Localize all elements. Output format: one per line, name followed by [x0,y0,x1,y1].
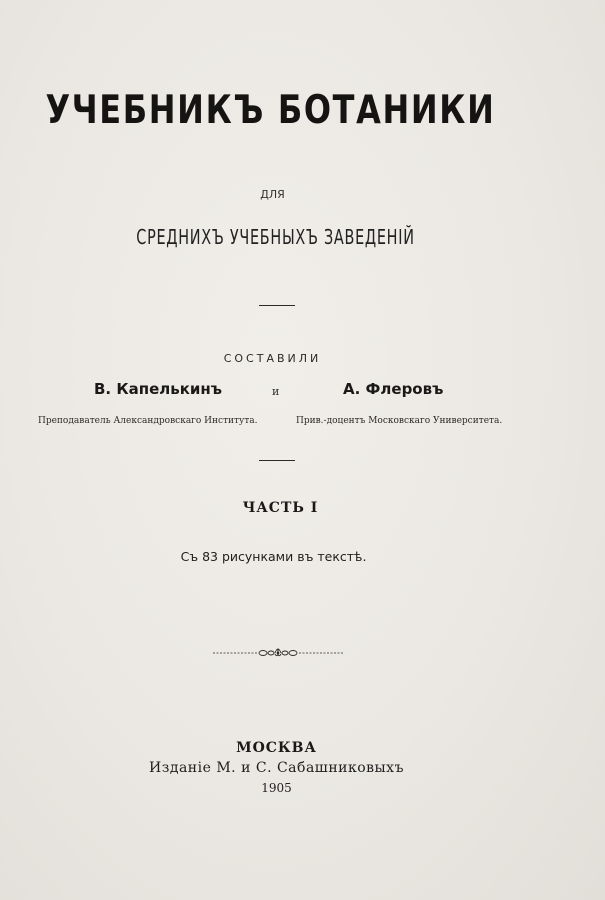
author-role: Преподаватель Александровскаго Института. [38,416,258,426]
ornament-icon [213,645,343,661]
part-number: ЧАСТЬ I [242,500,319,516]
publication-year: 1905 [261,781,292,795]
for-word: ДЛЯ [260,188,285,201]
figures-note: Съ 83 рисунками въ текстѣ. [180,549,367,564]
compiled-by-label: СОСТАВИЛИ [223,352,322,365]
publisher: Изданiе М. и С. Сабашниковыхъ [148,760,404,776]
divider-rule [259,305,295,306]
publication-city: МОСКВА [236,740,317,756]
divider-rule [259,460,295,461]
author-role: Прив.-доцентъ Московскаго Университета. [296,416,503,426]
and-conjunction: и [272,385,280,398]
book-title: УЧЕБНИКЪ БОТАНИКИ [45,88,496,133]
book-subtitle: СРЕДНИХЪ УЧЕБНЫХЪ ЗАВЕДЕНIЙ [136,225,415,249]
author-name: В. Капелькинъ [94,380,223,398]
author-name: А. Флеровъ [343,380,444,398]
